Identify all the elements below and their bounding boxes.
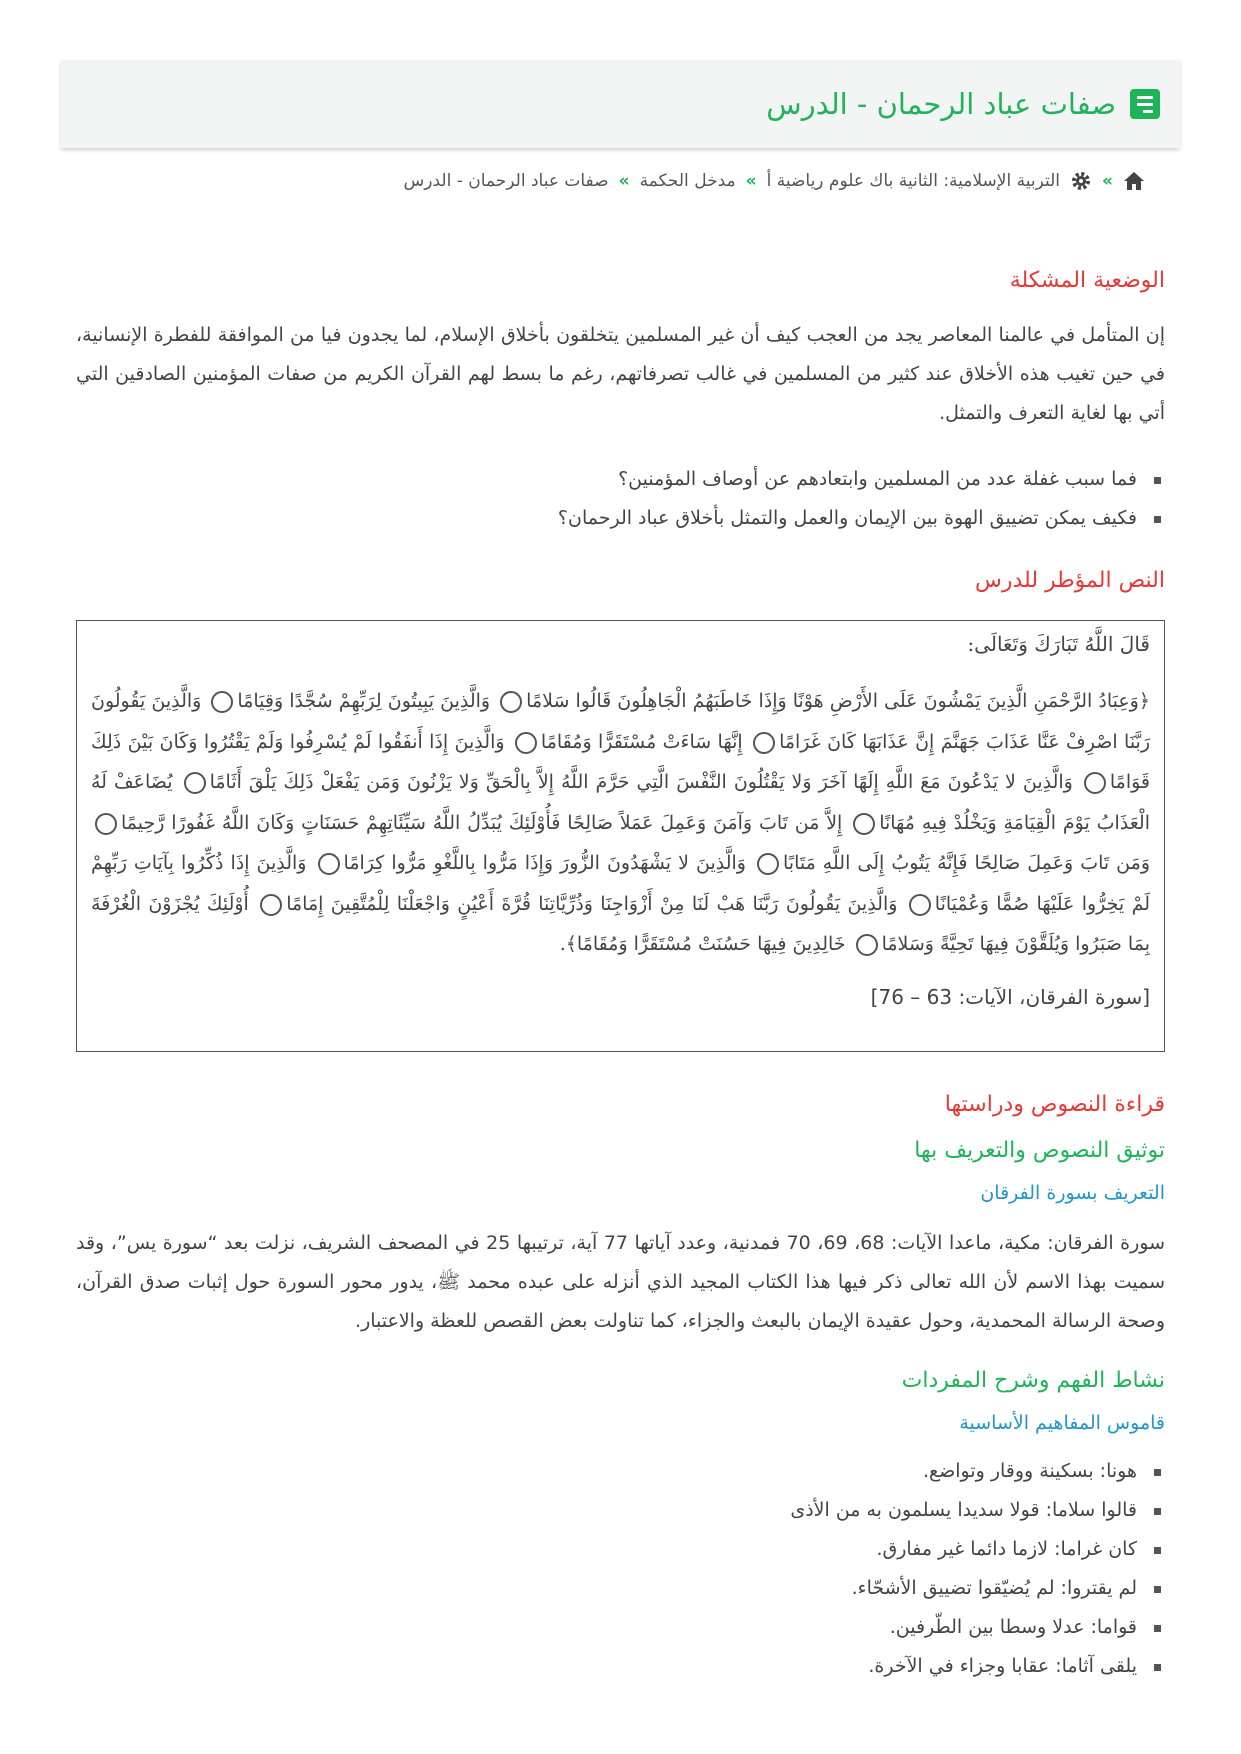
- list-item: لم يقتروا: لم يُضيّقوا تضييق الأشحّاء.: [76, 1569, 1165, 1608]
- verse: وَمَن تَابَ وَعَمِلَ صَالِحًا فَإِنَّهُ يَتُوبُ إِلَى اللَّهِ مَتَابًا: [783, 852, 1151, 874]
- verse: أُوْلَئِكَ يُجْزَوْنَ الْغُرْفَةَ بِمَا صَبَرُوا وَيُلَقَّوْنَ فِيهَا تَحِيَّةً وَسَلامًا: [91, 892, 1150, 955]
- ayah-marker-icon: [211, 691, 233, 713]
- glossary-list: [76, 1452, 1165, 1686]
- quran-verses: [91, 681, 1150, 965]
- quran-intro: قَالَ اللَّهُ تَبَارَكَ وَتَعَالَى:: [967, 632, 1150, 656]
- document-icon: [1130, 89, 1160, 119]
- page-title: صفات عباد الرحمان - الدرس: [766, 87, 1116, 121]
- reading-heading: قراءة النصوص ودراستها: [944, 1092, 1165, 1117]
- ayah-marker-icon: [184, 772, 206, 794]
- quran-reference: [سورة الفرقان، الآيات: 63 – 76]: [870, 984, 1150, 1009]
- ayah-marker-icon: [500, 691, 522, 713]
- problem-questions: [76, 460, 1165, 538]
- breadcrumb-item-course[interactable]: التربية الإسلامية: الثانية باك علوم رياضية أ: [766, 171, 1061, 191]
- list-item: كان غراما: لازما دائما غير مفارق.: [76, 1530, 1165, 1569]
- title-bar: [61, 60, 1180, 148]
- problem-heading: الوضعية المشكلة: [1009, 268, 1165, 293]
- framing-text-heading: النص المؤطر للدرس: [975, 568, 1165, 593]
- breadcrumb-separator: »: [618, 171, 630, 191]
- verse: وَالَّذِينَ يَقُولُونَ رَبَّنَا اصْرِفْ عَنَّا عَذَابَ جَهَنَّمَ إِنَّ عَذَابَهَا كَانَ غَرَامًا: [91, 690, 1151, 753]
- ayah-marker-icon: [853, 813, 875, 835]
- breadcrumb-item-module[interactable]: مدخل الحكمة: [639, 171, 736, 191]
- verse: خَالِدِينَ فِيهَا حَسُنَتْ مُسْتَقَرًّا وَمُقَامًا﴾.: [559, 933, 846, 955]
- ayah-marker-icon: [856, 934, 878, 956]
- verse: ﴿وَعِبَادُ الرَّحْمَنِ الَّذِينَ يَمْشُونَ عَلَى الأَرْضِ هَوْنًا وَإِذَا خَاطَبَهُمُ الْجَاهِلُونَ قَالُوا سَلامًا: [526, 690, 1150, 712]
- glossary-heading: قاموس المفاهيم الأساسية: [959, 1412, 1165, 1434]
- verse: وَالَّذِينَ لا يَشْهَدُونَ الزُّورَ وَإِذَا مَرُّوا بِاللَّغْوِ مَرُّوا كِرَامًا: [343, 852, 746, 874]
- list-item: فما سبب غفلة عدد من المسلمين وابتعادهم عن أوصاف المؤمنين؟: [76, 460, 1165, 499]
- list-item: هونا: بسكينة ووقار وتواضع.: [76, 1452, 1165, 1491]
- ayah-marker-icon: [909, 894, 931, 916]
- home-icon[interactable]: [1123, 171, 1145, 191]
- ayah-marker-icon: [260, 894, 282, 916]
- ayah-marker-icon: [515, 732, 537, 754]
- ayah-marker-icon: [753, 732, 775, 754]
- ayah-marker-icon: [95, 813, 117, 835]
- verse: وَالَّذِينَ يَبِيتُونَ لِرَبِّهِمْ سُجَّدًا وَقِيَامًا: [237, 690, 491, 712]
- verse: يُضَاعَفْ لَهُ الْعَذَابُ يَوْمَ الْقِيَامَةِ وَيَخْلُدْ فِيهِ مُهَانًا: [91, 771, 1150, 834]
- surah-paragraph: سورة الفرقان: مكية، ماعدا الآيات: 68، 69، 70 فمدنية، وعدد آياتها 77 آية، ترتيبها 25 في المصحف الشريف، نزلت بعد “سورة يس”، وقد سميت بهذا الاسم لأن الله تعالى ذكر فيها هذا الكتاب المجيد الذي أنزله على عبده محمد ﷺ، يدور محور السورة حول إثبات صدق القرآن، وصحة الرسالة المحمدية، وحول عقيدة الإيمان بالبعث والجزاء، كما تناولت بعض القصص للعظة والاعتبار.: [76, 1232, 1166, 1332]
- understanding-heading: نشاط الفهم وشرح المفردات: [901, 1368, 1165, 1393]
- ayah-marker-icon: [757, 853, 779, 875]
- surah-heading: التعريف بسورة الفرقان: [980, 1182, 1165, 1204]
- breadcrumb-separator: »: [745, 171, 757, 191]
- verse: وَالَّذِينَ إِذَا أَنفَقُوا لَمْ يُسْرِفُوا وَلَمْ يَقْتُرُوا وَكَانَ بَيْنَ ذَلِكَ قَوَامًا: [91, 730, 1151, 793]
- quran-box: [76, 620, 1165, 1052]
- breadcrumb-item-current: صفات عباد الرحمان - الدرس: [403, 171, 609, 191]
- list-item: قالوا سلاما: قولا سديدا يسلمون به من الأذى: [76, 1491, 1165, 1530]
- documentation-heading: توثيق النصوص والتعريف بها: [914, 1138, 1165, 1163]
- breadcrumb: [404, 170, 1145, 192]
- problem-paragraph: إن المتأمل في عالمنا المعاصر يجد من العجب كيف أن غير المسلمين يتخلقون بأخلاق الإسلام، لما يجدون فيا من الموافقة للفطرة الإنسانية، في حين تغيب هذه الأخلاق عند كثير من المسلمين في غالب تصرفاتهم، رغم ما بسط لهم القرآن الكريم من صفات المؤمنين الصادقين التي أتي بها لغاية التعرف والتمثل.: [76, 324, 1165, 424]
- list-item: قواما: عدلا وسطا بين الطّرفين.: [76, 1608, 1165, 1647]
- verse: وَالَّذِينَ يَقُولُونَ رَبَّنَا هَبْ لَنَا مِنْ أَزْوَاجِنَا وَذُرِّيَّاتِنَا قُرَّةَ أَعْيُنٍ وَاجْعَلْنَا لِلْمُتَّقِينَ إِمَامًا: [286, 892, 898, 915]
- verse: وَالَّذِينَ إِذَا ذُكِّرُوا بِآيَاتِ رَبِّهِمْ لَمْ يَخِرُّوا عَلَيْهَا صُمًّا وَعُمْيَانًا: [91, 852, 1151, 915]
- verse: إِنَّهَا سَاءَتْ مُسْتَقَرًّا وَمُقَامًا: [540, 730, 743, 753]
- breadcrumb-separator: »: [1102, 171, 1113, 191]
- list-item: يلقى آثاما: عقابا وجزاء في الآخرة.: [76, 1647, 1165, 1686]
- ayah-marker-icon: [1084, 772, 1106, 794]
- verse: إِلاَّ مَن تَابَ وَآمَنَ وَعَمِلَ عَمَلاً صَالِحًا فَأُوْلَئِكَ يُبَدِّلُ اللَّهُ سَيِّئَاتِهِمْ حَسَنَاتٍ وَكَانَ اللَّهُ غَفُورًا رَّحِيمًا: [121, 811, 843, 834]
- list-item: فكيف يمكن تضييق الهوة بين الإيمان والعمل والتمثل بأخلاق عباد الرحمان؟: [76, 499, 1165, 538]
- verse: وَالَّذِينَ لا يَدْعُونَ مَعَ اللَّهِ إِلَهًا آخَرَ وَلا يَقْتُلُونَ النَّفْسَ الَّتِي حَرَّمَ اللَّهُ إِلاَّ بِالْحَقِّ وَلا يَزْنُونَ وَمَن يَفْعَلْ ذَلِكَ يَلْقَ أَثَامًا: [209, 771, 1073, 793]
- gear-icon: [1070, 170, 1092, 192]
- ayah-marker-icon: [318, 853, 340, 875]
